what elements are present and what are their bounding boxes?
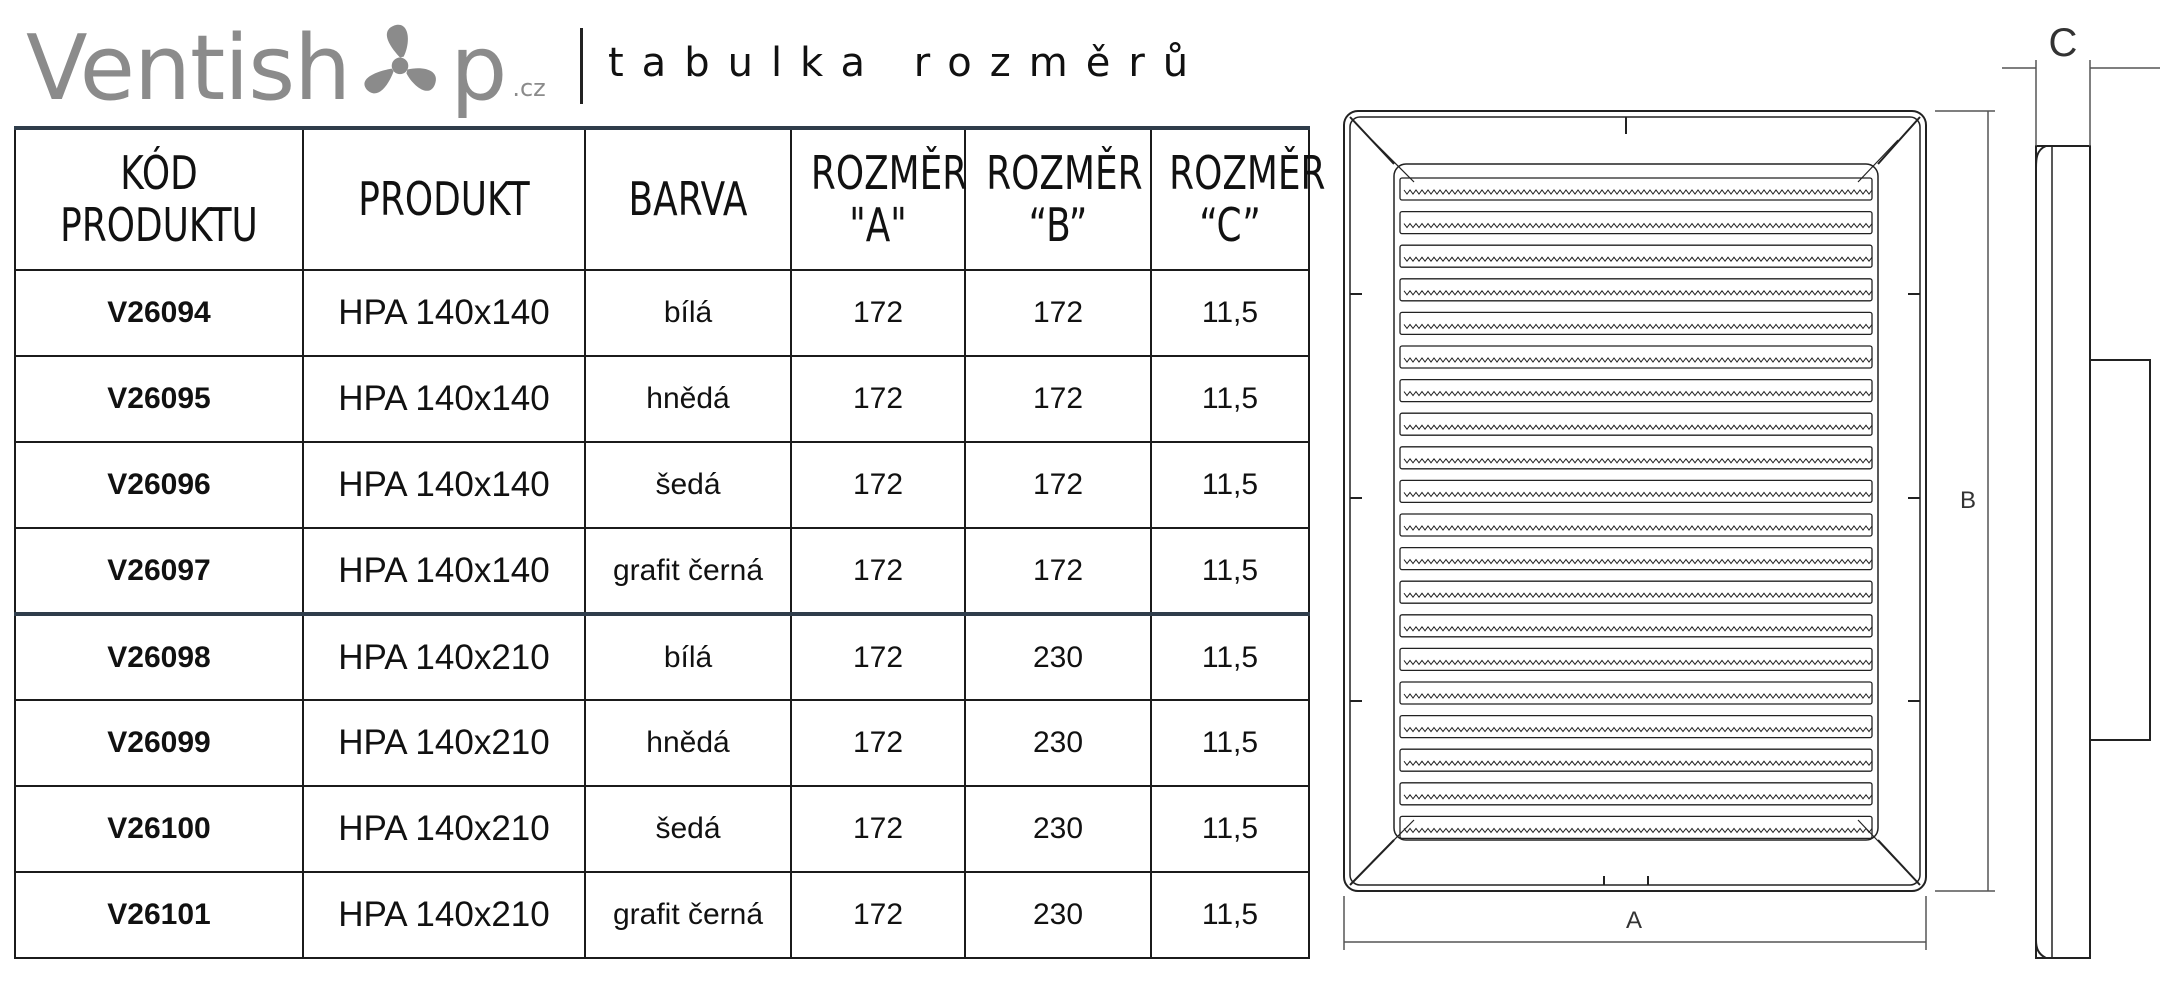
column-header-size-b: ROZMĚR “B” <box>985 128 1130 270</box>
size-c-cell: 11,5 <box>1151 356 1309 442</box>
table-row <box>15 356 1309 442</box>
size-a-cell: 172 <box>791 528 965 614</box>
louver-teeth <box>1404 627 1872 631</box>
table-row <box>15 786 1309 872</box>
louver-teeth <box>1404 593 1872 597</box>
size-a-cell: 172 <box>791 614 965 700</box>
louver-slat <box>1400 312 1872 334</box>
louver-slat <box>1400 514 1872 536</box>
size-b-cell: 172 <box>965 442 1151 528</box>
column-header-size-c: ROZMĚR “C” <box>1168 128 1291 270</box>
louver-teeth <box>1404 425 1872 429</box>
louver-slat <box>1400 716 1872 738</box>
page-title: tabulka rozměrů <box>608 40 1207 86</box>
louver-slat <box>1400 615 1872 637</box>
product-code-cell: V26098 <box>15 614 303 700</box>
product-code-cell: V26100 <box>15 786 303 872</box>
column-header-code: KÓD PRODUKTU <box>47 128 272 270</box>
size-c-cell: 11,5 <box>1151 872 1309 958</box>
color-cell: hnědá <box>585 700 791 786</box>
louver-teeth <box>1404 257 1872 261</box>
product-name-cell: HPA 140x210 <box>303 700 585 786</box>
louver-slat <box>1400 447 1872 469</box>
louver-slat <box>1400 413 1872 435</box>
size-b-cell: 230 <box>965 786 1151 872</box>
dimension-label-a: A <box>1625 907 1643 934</box>
louver-teeth <box>1404 761 1872 765</box>
louver-teeth <box>1404 459 1872 463</box>
product-code-cell: V26101 <box>15 872 303 958</box>
size-a-cell: 172 <box>791 442 965 528</box>
louver-teeth <box>1404 291 1872 295</box>
product-code-cell: V26097 <box>15 528 303 614</box>
louver-teeth <box>1404 392 1872 396</box>
column-header-product: PRODUKT <box>334 128 554 270</box>
louver-slat <box>1400 548 1872 570</box>
logo-brand-text: Ventish <box>26 16 351 121</box>
color-cell: šedá <box>585 786 791 872</box>
product-name-cell: HPA 140x140 <box>303 356 585 442</box>
size-c-cell: 11,5 <box>1151 528 1309 614</box>
color-cell: grafit černá <box>585 872 791 958</box>
product-code-cell: V26096 <box>15 442 303 528</box>
size-a-cell: 172 <box>791 786 965 872</box>
louver-teeth <box>1404 526 1872 530</box>
louver-slat <box>1400 245 1872 267</box>
louver-teeth <box>1404 324 1872 328</box>
louver-teeth <box>1404 190 1872 194</box>
product-name-cell: HPA 140x210 <box>303 786 585 872</box>
table-header-row <box>15 128 1309 270</box>
louver-slat <box>1400 178 1872 200</box>
size-a-cell: 172 <box>791 872 965 958</box>
product-name-cell: HPA 140x140 <box>303 528 585 614</box>
color-cell: bílá <box>585 614 791 700</box>
louver-slat <box>1400 346 1872 368</box>
product-name-cell: HPA 140x210 <box>303 872 585 958</box>
product-code-cell: V26095 <box>15 356 303 442</box>
size-c-cell: 11,5 <box>1151 700 1309 786</box>
table-row <box>15 442 1309 528</box>
louver-slat <box>1400 279 1872 301</box>
header-divider <box>580 28 583 104</box>
side-view <box>2036 146 2150 958</box>
louver-slat <box>1400 783 1872 805</box>
size-b-cell: 172 <box>965 270 1151 356</box>
logo-brand-text-end: p <box>450 16 507 121</box>
louver-slat <box>1400 380 1872 402</box>
louver-slat <box>1400 581 1872 603</box>
column-header-size-a: ROZMĚR "A" <box>810 128 946 270</box>
product-name-cell: HPA 140x210 <box>303 614 585 700</box>
size-a-cell: 172 <box>791 270 965 356</box>
size-b-cell: 230 <box>965 700 1151 786</box>
size-a-cell: 172 <box>791 356 965 442</box>
louver-slat <box>1400 682 1872 704</box>
louver-slat <box>1400 816 1872 838</box>
table-row <box>15 614 1309 700</box>
louver-teeth <box>1404 358 1872 362</box>
louver-teeth <box>1404 728 1872 732</box>
louver-teeth <box>1404 560 1872 564</box>
size-a-cell: 172 <box>791 700 965 786</box>
ventishop-logo <box>26 14 546 121</box>
logo-tld: .cz <box>512 74 546 102</box>
size-b-cell: 230 <box>965 614 1151 700</box>
louver-teeth <box>1404 224 1872 228</box>
size-c-cell: 11,5 <box>1151 614 1309 700</box>
table-row <box>15 270 1309 356</box>
louver-teeth <box>1404 828 1872 832</box>
louver-teeth <box>1404 795 1872 799</box>
fan-logo-icon <box>354 18 446 110</box>
product-name-cell: HPA 140x140 <box>303 442 585 528</box>
product-code-cell: V26094 <box>15 270 303 356</box>
table-row <box>15 528 1309 614</box>
color-cell: šedá <box>585 442 791 528</box>
louver-slat <box>1400 212 1872 234</box>
size-b-cell: 172 <box>965 528 1151 614</box>
color-cell: hnědá <box>585 356 791 442</box>
size-b-cell: 230 <box>965 872 1151 958</box>
louver-slats <box>1400 178 1872 838</box>
table-row <box>15 872 1309 958</box>
table-row <box>15 700 1309 786</box>
color-cell: bílá <box>585 270 791 356</box>
size-table <box>14 126 1326 959</box>
size-c-cell: 11,5 <box>1151 270 1309 356</box>
product-code-cell: V26099 <box>15 700 303 786</box>
product-name-cell: HPA 140x140 <box>303 270 585 356</box>
louver-teeth <box>1404 694 1872 698</box>
column-header-color: BARVA <box>608 128 769 270</box>
louver-teeth <box>1404 660 1872 664</box>
grille-technical-drawing <box>1330 0 2170 988</box>
louver-slat <box>1400 648 1872 670</box>
size-c-cell: 11,5 <box>1151 442 1309 528</box>
dimension-label-c: C <box>2048 21 2078 65</box>
color-cell: grafit černá <box>585 528 791 614</box>
louver-slat <box>1400 480 1872 502</box>
louver-teeth <box>1404 492 1872 496</box>
size-b-cell: 172 <box>965 356 1151 442</box>
size-c-cell: 11,5 <box>1151 786 1309 872</box>
louver-slat <box>1400 749 1872 771</box>
dimension-label-b: B <box>1959 487 1977 514</box>
front-view <box>1344 111 1926 891</box>
